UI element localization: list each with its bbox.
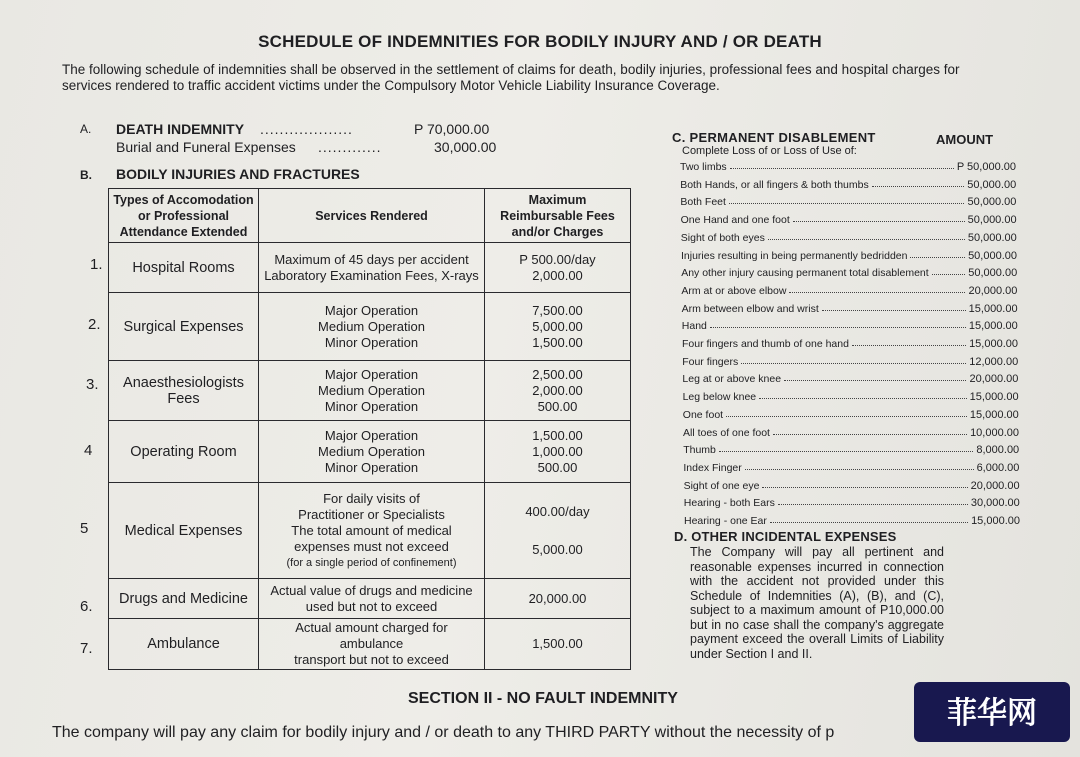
disablement-amount: 10,000.00 (970, 426, 1019, 439)
fees-cell (485, 293, 631, 361)
leader-dots (872, 186, 965, 187)
disablement-amount: 15,000.00 (969, 391, 1019, 404)
accommodation-type: Anaesthesiologists Fees (109, 361, 259, 421)
disablement-label: One Hand and one foot (680, 214, 790, 227)
fees-cell (485, 361, 631, 421)
disablement-amount: P 50,000.00 (956, 161, 1016, 173)
disablement-item (681, 280, 1017, 297)
disablement-amount: 50,000.00 (968, 267, 1018, 280)
disablement-item (683, 457, 1019, 474)
service-line: (for a single period of confinement) (286, 556, 457, 569)
fees-cell (485, 243, 631, 293)
column-header: Types of Accomodation or Professional Attendance Extended (109, 189, 259, 243)
watermark-text: 菲华网 (947, 696, 1037, 731)
disablement-label: Injuries resulting in being permanently bedridden (681, 249, 908, 262)
service-line: Actual value of drugs and medicine (270, 582, 473, 598)
service-line: Minor Operation (324, 398, 419, 414)
service-line: Major Operation (324, 427, 419, 443)
row-number: 4 (84, 442, 93, 459)
disablement-amount: 8,000.00 (976, 444, 1020, 457)
table-row (109, 421, 631, 483)
accommodation-type: Hospital Rooms (109, 243, 259, 293)
leader-dots (822, 310, 966, 311)
services-cell (259, 421, 485, 483)
disablement-label: Hearing - one Ear (684, 515, 767, 527)
bodily-injuries-table (108, 188, 631, 670)
disablement-item (680, 191, 1016, 208)
disablement-label: Four fingers (682, 355, 739, 368)
leader-dots (729, 203, 965, 204)
intro-paragraph: The following schedule of indemnities shall be observed in the settlement of claims for death, bodily injuries, professional fees and hospital charges for services rendered to traffic accident victims under the Compulsory Motor Vehicle Liability Insurance Coverage. (62, 62, 960, 93)
disablement-label: All toes of one foot (683, 426, 770, 439)
row-number: 2. (88, 316, 101, 333)
service-line: Minor Operation (324, 459, 419, 475)
section-2-text: The company will pay any claim for bodily injury and / or death to any THIRD PARTY without the necessity of p (52, 724, 835, 741)
fee-value: P 500.00/day (519, 251, 596, 267)
fee-value: 20,000.00 (528, 590, 587, 606)
service-line: Medium Operation (318, 318, 425, 334)
disablement-amount: 50,000.00 (968, 249, 1017, 262)
table-row (109, 579, 631, 619)
disablement-label: Leg below knee (682, 391, 757, 404)
fee-value: 1,000.00 (532, 443, 583, 459)
disablement-item (682, 351, 1018, 368)
column-header: Maximum Reimbursable Fees and/or Charges (485, 189, 631, 243)
section-c-title: C. PERMANENT DISABLEMENT (672, 130, 876, 145)
row-number: 7. (80, 640, 93, 657)
disablement-amount: 50,000.00 (967, 196, 1017, 209)
death-indemnity-dots: ................... (260, 121, 353, 137)
row-number: 1. (90, 256, 103, 273)
disablement-amount: 15,000.00 (971, 515, 1020, 527)
service-line: Major Operation (324, 302, 419, 318)
leader-dots (768, 239, 965, 240)
services-cell (259, 293, 485, 361)
burial-label: Burial and Funeral Expenses (116, 139, 296, 155)
disablement-label: Any other injury causing permanent total disablement (681, 267, 929, 280)
service-line: Practitioner or Specialists (298, 506, 445, 522)
disablement-item (683, 439, 1019, 456)
section-b-heading (80, 166, 360, 182)
table-row (109, 293, 631, 361)
table-row (109, 483, 631, 579)
leader-dots (773, 434, 967, 435)
service-line: expenses must not exceed (294, 538, 449, 554)
table-row (109, 243, 631, 293)
death-indemnity-label: DEATH INDEMNITY (116, 121, 245, 137)
services-cell (259, 483, 485, 579)
services-cell (259, 579, 485, 619)
disablement-amount: 15,000.00 (968, 302, 1018, 315)
section-d-text: The Company will pay all pertinent and reasonable expenses incurred in connection with the accident not provided under this Schedule of Indemnities (A), (B), and (C), subject to a maximum amount of P10,000.00 but in no case shall the company's aggregate payment exceed the overall Limits of Liability under Section I and II. (690, 545, 944, 661)
disablement-amount: 15,000.00 (969, 408, 1019, 421)
accommodation-type: Surgical Expenses (109, 293, 259, 361)
fee-value: 500.00 (537, 459, 578, 475)
disablement-amount: 12,000.00 (969, 355, 1019, 368)
fees-cell (485, 483, 631, 579)
disablement-label: Both Hands, or all fingers & both thumbs (680, 178, 869, 191)
fee-value: 1,500.00 (532, 427, 583, 443)
table-header-row (109, 189, 631, 243)
disablement-label: Arm between elbow and wrist (681, 302, 819, 315)
disablement-label: Index Finger (683, 461, 742, 474)
disablement-label: Hand (681, 320, 707, 333)
disablement-label: Two limbs (680, 161, 727, 173)
disablement-label: Leg at or above knee (682, 373, 782, 386)
disablement-amount: 15,000.00 (968, 320, 1018, 333)
service-line: The total amount of medical (291, 522, 452, 538)
fees-cell (485, 421, 631, 483)
disablement-amount: 30,000.00 (970, 497, 1020, 510)
disablement-label: Arm at or above elbow (681, 284, 787, 297)
services-cell (259, 243, 485, 293)
service-line: Minor Operation (324, 334, 419, 350)
table-row (109, 361, 631, 421)
disablement-item (681, 209, 1017, 226)
leader-dots (778, 504, 968, 505)
leader-dots (719, 451, 973, 452)
leader-dots (789, 292, 965, 293)
disablement-item (683, 422, 1019, 439)
site-watermark-logo (914, 682, 1070, 742)
service-line: For daily visits of (323, 490, 420, 506)
disablement-item (681, 262, 1017, 279)
fee-value: 7,500.00 (532, 302, 583, 318)
fee-value: 1,500.00 (532, 334, 583, 350)
leader-dots (730, 168, 954, 169)
leader-dots (770, 522, 968, 523)
service-line: Laboratory Examination Fees, X-rays (264, 267, 479, 283)
fee-value: 2,000.00 (532, 267, 583, 283)
fee-value: 500.00 (537, 398, 578, 414)
section-b-letter: B. (80, 168, 92, 182)
disablement-item (684, 475, 1020, 492)
disablement-item (681, 227, 1017, 244)
leader-dots (710, 327, 966, 328)
disablement-item (682, 315, 1018, 332)
disablement-label: Sight of one eye (683, 479, 760, 492)
disablement-item (683, 386, 1019, 403)
leader-dots (759, 398, 967, 399)
disablement-item (681, 245, 1017, 262)
service-line: Maximum of 45 days per accident (274, 251, 469, 267)
death-indemnity-amount: P 70,000.00 (414, 121, 490, 137)
row-number: 6. (80, 598, 93, 615)
leader-dots (745, 469, 974, 470)
watermark-logo-graphic (927, 689, 1057, 735)
disablement-amount: 50,000.00 (967, 178, 1017, 191)
leader-dots (741, 363, 966, 364)
disablement-label: One foot (682, 408, 724, 421)
disablement-label: Thumb (683, 444, 716, 457)
disablement-item (682, 298, 1018, 315)
row-number: 3. (86, 376, 99, 393)
burial-dots: ............. (318, 139, 382, 155)
section-a-letter: A. (80, 122, 92, 136)
burial-amount: 30,000.00 (434, 139, 497, 155)
accommodation-type: Drugs and Medicine (109, 579, 259, 619)
disablement-item (680, 174, 1016, 191)
disablement-item (684, 492, 1020, 509)
section-c-subtitle: Complete Loss of or Loss of Use of: (682, 145, 857, 157)
services-cell (259, 619, 485, 670)
accommodation-type: Medical Expenses (109, 483, 259, 579)
leader-dots (793, 221, 965, 222)
disablement-label: Four fingers and thumb of one hand (682, 338, 849, 350)
disablement-amount: 50,000.00 (967, 214, 1017, 227)
section-d-title: D. OTHER INCIDENTAL EXPENSES (674, 529, 897, 544)
section-b-label: BODILY INJURIES AND FRACTURES (116, 166, 360, 182)
page-title: SCHEDULE OF INDEMNITIES FOR BODILY INJURY AND / OR DEATH (258, 32, 822, 51)
disablement-label: Sight of both eyes (680, 231, 765, 244)
fee-value: 2,000.00 (532, 382, 583, 398)
service-line: Medium Operation (318, 443, 425, 459)
fee-value: 5,000.00 (532, 541, 583, 557)
fee-value: 2,500.00 (532, 366, 583, 382)
service-line: used but not to exceed (305, 598, 438, 614)
disablement-item (682, 333, 1018, 350)
disablement-amount: 20,000.00 (968, 284, 1018, 297)
leader-dots (910, 257, 965, 258)
fee-value: 1,500.00 (532, 636, 583, 651)
disablement-amount: 50,000.00 (967, 231, 1017, 244)
disablement-amount: 6,000.00 (976, 461, 1020, 474)
service-line: transport but not to exceed (294, 652, 449, 667)
disablement-item (682, 368, 1018, 385)
disablement-amount: 15,000.00 (969, 338, 1018, 350)
section-2-title: SECTION II - NO FAULT INDEMNITY (408, 690, 678, 707)
fee-value: 5,000.00 (532, 318, 583, 334)
services-cell (259, 361, 485, 421)
table-row (109, 619, 631, 670)
fees-cell (485, 579, 631, 619)
disablement-item (684, 510, 1020, 527)
leader-dots (726, 416, 967, 417)
amount-column-header: AMOUNT (936, 132, 994, 147)
service-line: Actual amount charged for ambulance (295, 620, 448, 651)
disablement-amount: 20,000.00 (970, 479, 1020, 492)
fees-cell (485, 619, 631, 670)
service-line: Major Operation (324, 366, 419, 382)
leader-dots (762, 487, 967, 488)
column-header: Services Rendered (259, 189, 485, 243)
accommodation-type: Operating Room (109, 421, 259, 483)
disablement-label: Hearing - both Ears (683, 497, 775, 510)
row-number: 5 (80, 520, 89, 537)
leader-dots (852, 345, 966, 346)
leader-dots (932, 274, 966, 275)
disablement-amount: 20,000.00 (969, 373, 1019, 386)
service-line: Medium Operation (318, 382, 425, 398)
accommodation-type: Ambulance (109, 619, 259, 670)
fee-value: 400.00/day (525, 503, 590, 519)
leader-dots (784, 380, 966, 381)
disablement-label: Both Feet (680, 196, 726, 209)
disablement-item (683, 404, 1019, 421)
disablement-item (680, 156, 1016, 173)
